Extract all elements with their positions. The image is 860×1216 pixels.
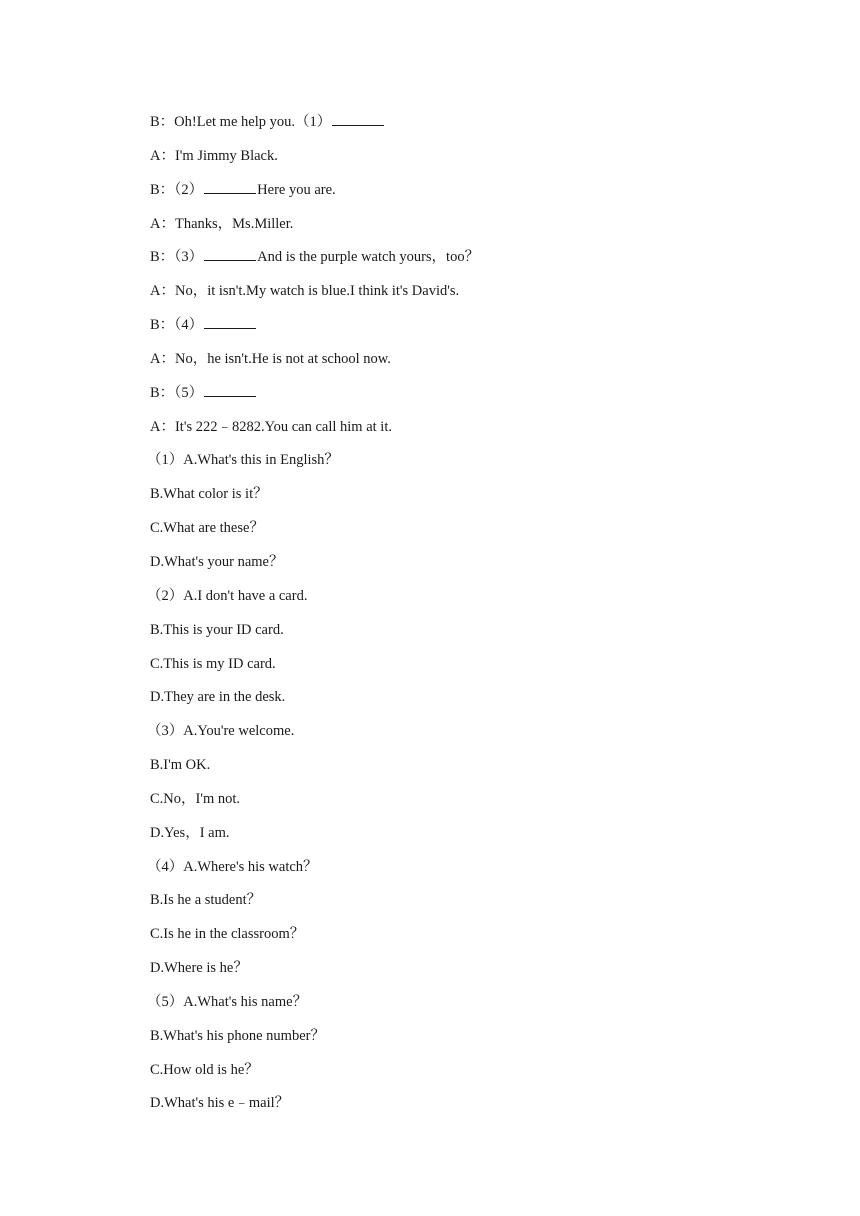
dialogue-line — [150, 382, 770, 416]
dialogue-line — [150, 314, 770, 348]
question-1 — [147, 449, 770, 584]
dialogue-line — [150, 213, 770, 247]
option-a[interactable]: （3）A.You're welcome. — [147, 723, 295, 740]
dialogue-line — [150, 111, 770, 145]
dialogue-text-after: Here you are. — [257, 181, 336, 198]
option-d[interactable]: D.Where is he？ — [150, 960, 248, 977]
option-b[interactable]: B.What's his phone number？ — [150, 1027, 325, 1044]
dialogue — [150, 111, 770, 449]
option-c[interactable]: C.What are these？ — [150, 520, 264, 537]
option-d[interactable]: D.They are in the desk. — [150, 689, 286, 706]
option-a[interactable]: （1）A.What's this in English？ — [147, 452, 339, 469]
dialogue-text: A：No，he isn't.He is not at school now. — [150, 350, 391, 367]
option-a[interactable]: （5）A.What's his name？ — [147, 993, 308, 1010]
dialogue-line — [150, 348, 770, 382]
option-b[interactable]: B.What color is it？ — [150, 486, 268, 503]
dialogue-text: B：（3） — [150, 249, 204, 266]
dialogue-line — [150, 179, 770, 213]
document-page — [147, 111, 770, 1126]
dialogue-text-after: And is the purple watch yours，too？ — [257, 249, 480, 266]
option-c[interactable]: C.This is my ID card. — [150, 655, 276, 672]
dialogue-text: A：Thanks，Ms.Miller. — [150, 215, 294, 232]
question-2 — [147, 585, 770, 720]
option-d[interactable]: D.What's your name？ — [150, 553, 284, 570]
answer-blank[interactable] — [204, 314, 256, 329]
dialogue-text: A：I'm Jimmy Black. — [150, 147, 278, 164]
option-c[interactable]: C.How old is he？ — [150, 1061, 259, 1078]
dialogue-line — [150, 280, 770, 314]
dialogue-text: B：（5） — [150, 384, 204, 401]
question-3 — [147, 720, 770, 855]
dialogue-line — [150, 246, 770, 280]
answer-blank[interactable] — [204, 179, 256, 194]
option-a[interactable]: （4）A.Where's his watch？ — [147, 858, 318, 875]
dialogue-text: A：No，it isn't.My watch is blue.I think it's David's. — [150, 283, 460, 300]
answer-blank[interactable] — [204, 246, 256, 261]
option-d[interactable]: D.Yes，I am. — [150, 824, 230, 841]
option-b[interactable]: B.I'm OK. — [150, 757, 211, 774]
option-a[interactable]: （2）A.I don't have a card. — [147, 587, 308, 604]
answer-blank[interactable] — [204, 382, 256, 397]
dialogue-line — [150, 145, 770, 179]
dialogue-text: B：Oh!Let me help you.（1） — [150, 114, 332, 130]
question-4 — [147, 856, 770, 991]
option-d[interactable]: D.What's his e﹣mail？ — [150, 1095, 290, 1112]
option-c[interactable]: C.No，I'm not. — [150, 790, 241, 807]
dialogue-text: A：It's 222﹣8282.You can call him at it. — [150, 418, 392, 435]
question-5 — [147, 991, 770, 1126]
dialogue-text: B：（4） — [150, 317, 204, 334]
option-b[interactable]: B.Is he a student？ — [150, 892, 262, 909]
option-b[interactable]: B.This is your ID card. — [150, 621, 284, 638]
answer-blank[interactable] — [332, 111, 384, 126]
option-c[interactable]: C.Is he in the classroom？ — [150, 926, 305, 943]
dialogue-text: B：（2） — [150, 181, 204, 198]
dialogue-line — [150, 416, 770, 450]
